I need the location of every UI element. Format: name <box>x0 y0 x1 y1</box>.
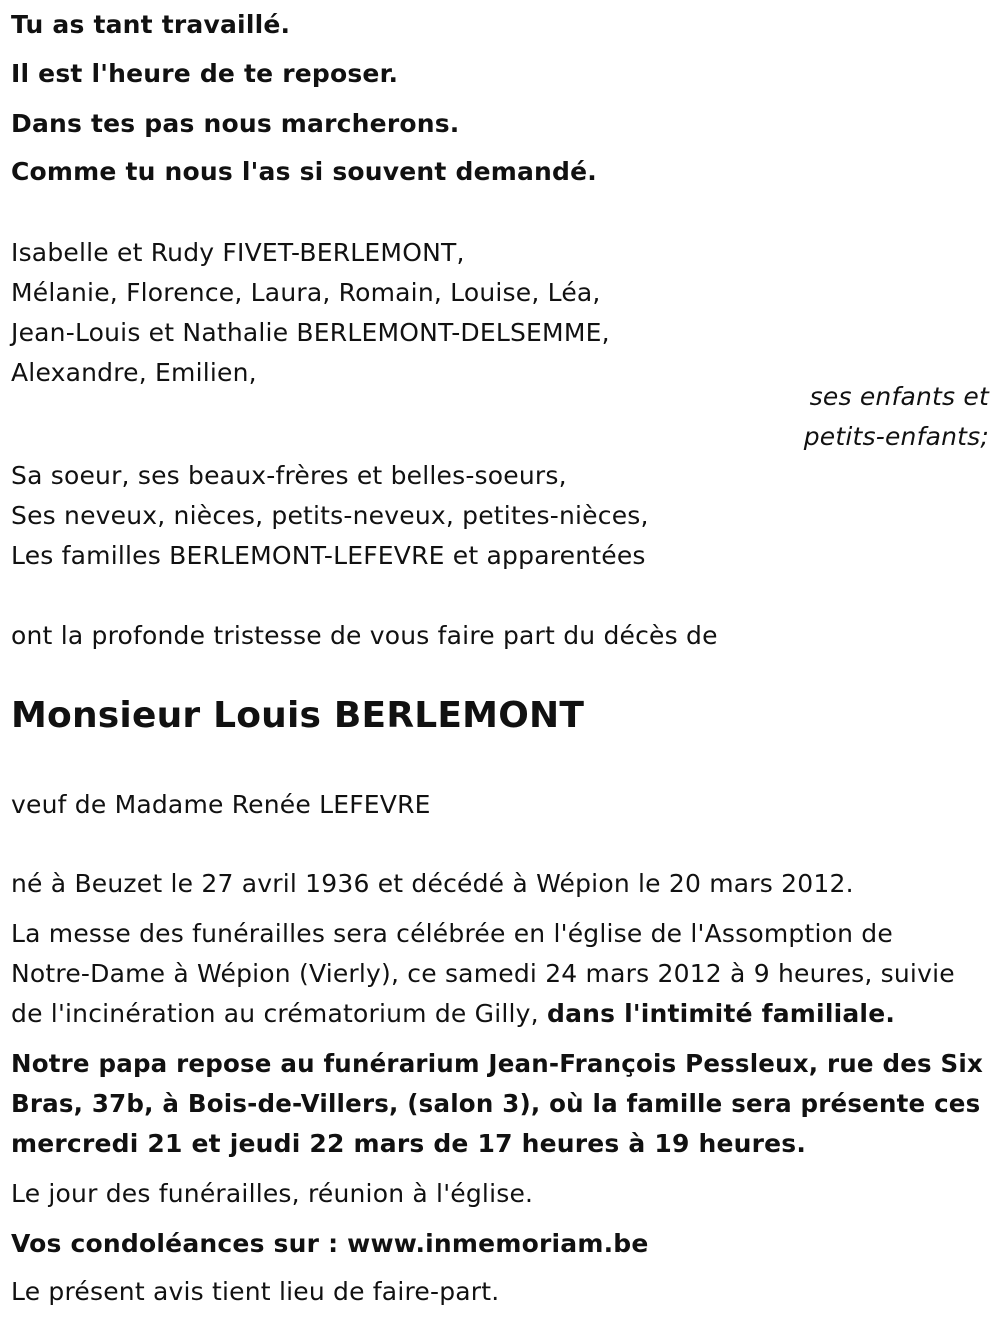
widower-line: veuf de Madame Renée LEFEVRE <box>11 790 431 819</box>
obituary-notice <box>11 0 989 1328</box>
relatives-line: Les familles BERLEMONT-LEFEVRE et apparentées <box>11 541 646 570</box>
relatives-line: Sa soeur, ses beaux-frères et belles-soeurs, <box>11 461 567 490</box>
family-line: Isabelle et Rudy FIVET-BERLEMONT, <box>11 238 465 267</box>
meeting-line: Le jour des funérailles, réunion à l'église. <box>11 1179 534 1208</box>
funerarium-line: Bras, 37b, à Bois-de-Villers, (salon 3), où la famille sera présente ces <box>11 1089 981 1118</box>
family-role: ses enfants et <box>809 382 989 411</box>
mass-line-bold: dans l'intimité familiale. <box>546 999 896 1028</box>
mass-line-regular: de l'incinération au crématorium de Gilly, <box>11 999 547 1028</box>
condolences-line: Vos condoléances sur : www.inmemoriam.be <box>11 1229 649 1258</box>
announcement: ont la profonde tristesse de vous faire part du décès de <box>11 621 718 650</box>
closing-line: Le présent avis tient lieu de faire-part. <box>11 1277 500 1306</box>
poem-line: Il est l'heure de te reposer. <box>11 59 399 88</box>
poem-line: Tu as tant travaillé. <box>11 10 291 39</box>
family-line: Jean-Louis et Nathalie BERLEMONT-DELSEMME, <box>11 318 610 347</box>
family-line: Mélanie, Florence, Laura, Romain, Louise, Léa, <box>11 278 601 307</box>
funerarium-line: mercredi 21 et jeudi 22 mars de 17 heures à 19 heures. <box>11 1129 807 1158</box>
birth-death-line: né à Beuzet le 27 avril 1936 et décédé à Wépion le 20 mars 2012. <box>11 869 854 898</box>
family-line: Alexandre, Emilien, <box>11 358 257 387</box>
mass-line: Notre-Dame à Wépion (Vierly), ce samedi 24 mars 2012 à 9 heures, suivie <box>11 959 955 988</box>
mass-line: La messe des funérailles sera célébrée en l'église de l'Assomption de <box>11 919 893 948</box>
poem-line: Dans tes pas nous marcherons. <box>11 109 460 138</box>
relatives-line: Ses neveux, nièces, petits-neveux, petites-nièces, <box>11 501 649 530</box>
deceased-name: Monsieur Louis BERLEMONT <box>11 695 585 736</box>
poem-line: Comme tu nous l'as si souvent demandé. <box>11 157 597 186</box>
family-role: petits-enfants; <box>803 422 989 451</box>
mass-line <box>11 999 895 1028</box>
funerarium-line: Notre papa repose au funérarium Jean-François Pessleux, rue des Six <box>11 1049 983 1078</box>
